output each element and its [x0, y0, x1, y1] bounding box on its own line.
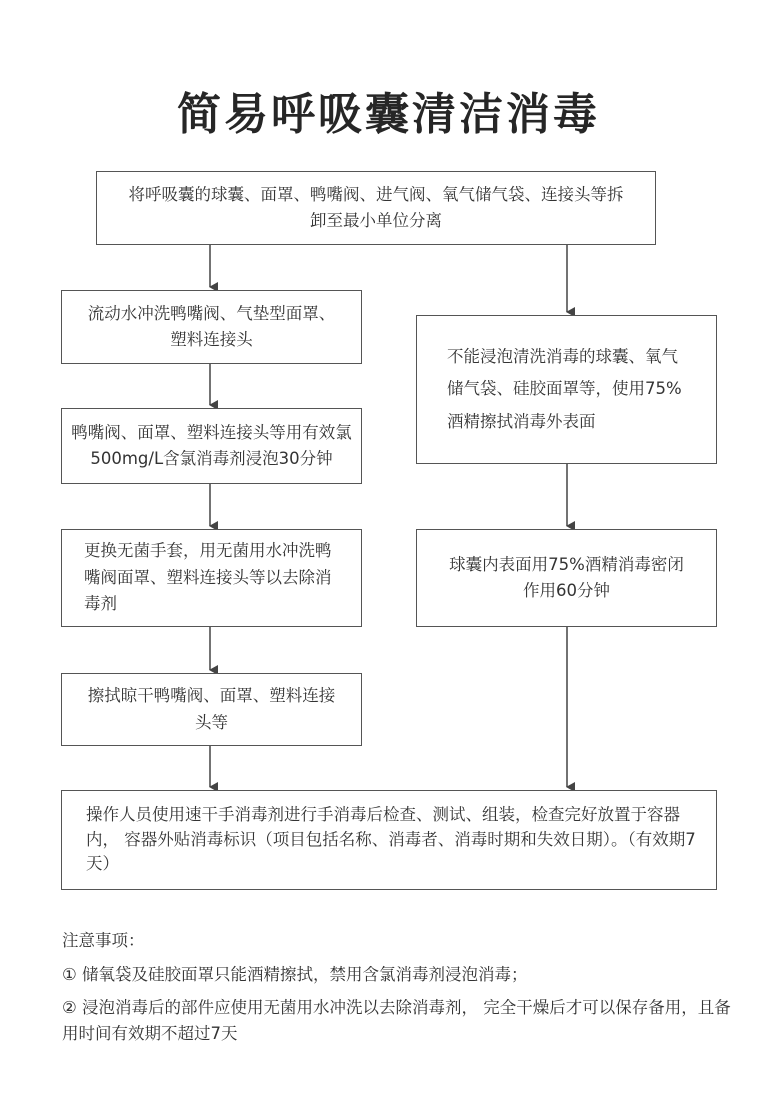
step-dry-text: 擦拭晾干鸭嘴阀、面罩、塑料连接头等 [87, 686, 336, 732]
step-final-text: 操作人员使用速干手消毒剂进行手消毒后检查、测试、组装，检查完好放置于容器内， 容器外贴消毒标识（项目包括名称、消毒者、消毒时期和失效日期）。（有效期7天） [86, 804, 696, 874]
step-disassemble-text: 将呼吸囊的球囊、面罩、鸭嘴阀、进气阀、氧气储气袋、连接头等拆卸至最小单位分离 [128, 184, 624, 230]
step-change-gloves-text: 更换无菌手套，用无菌用水冲洗鸭嘴阀面罩、塑料连接头等以去除消毒剂 [84, 541, 332, 614]
step-soak-text: 鸭嘴阀、面罩、塑料连接头等用有效氯500mg/L含氯消毒剂浸泡30分钟 [71, 422, 352, 468]
step-inner-alcohol-box [416, 529, 717, 627]
step-final-box [61, 790, 717, 890]
note-item-2: ② 浸泡消毒后的部件应使用无菌用水冲洗以去除消毒剂， 完全干燥后才可以保存备用，且备用时间有效期不超过7天 [62, 998, 731, 1043]
step-dry-box [61, 673, 362, 746]
step-wipe-alcohol-box [416, 315, 717, 464]
step-disassemble-box [96, 171, 656, 245]
step-wipe-alcohol-text: 不能浸泡清洗消毒的球囊、氧气储气袋、硅胶面罩等，使用75%酒精擦拭消毒外表面 [447, 347, 682, 431]
notes-heading: 注意事项： [62, 931, 145, 950]
notes-section [62, 928, 742, 1054]
step-rinse-box [61, 290, 362, 364]
page-title: 简易呼吸囊清洁消毒 [177, 89, 600, 140]
step-inner-alcohol-text: 球囊内表面用75%酒精消毒密闭作用60分钟 [449, 554, 684, 600]
step-change-gloves-box [61, 529, 362, 627]
step-rinse-text: 流动水冲洗鸭嘴阀、气垫型面罩、塑料连接头 [87, 303, 336, 349]
note-item-1: ① 储氧袋及硅胶面罩只能酒精擦拭，禁用含氯消毒剂浸泡消毒； [62, 964, 528, 984]
step-soak-box [61, 408, 362, 484]
